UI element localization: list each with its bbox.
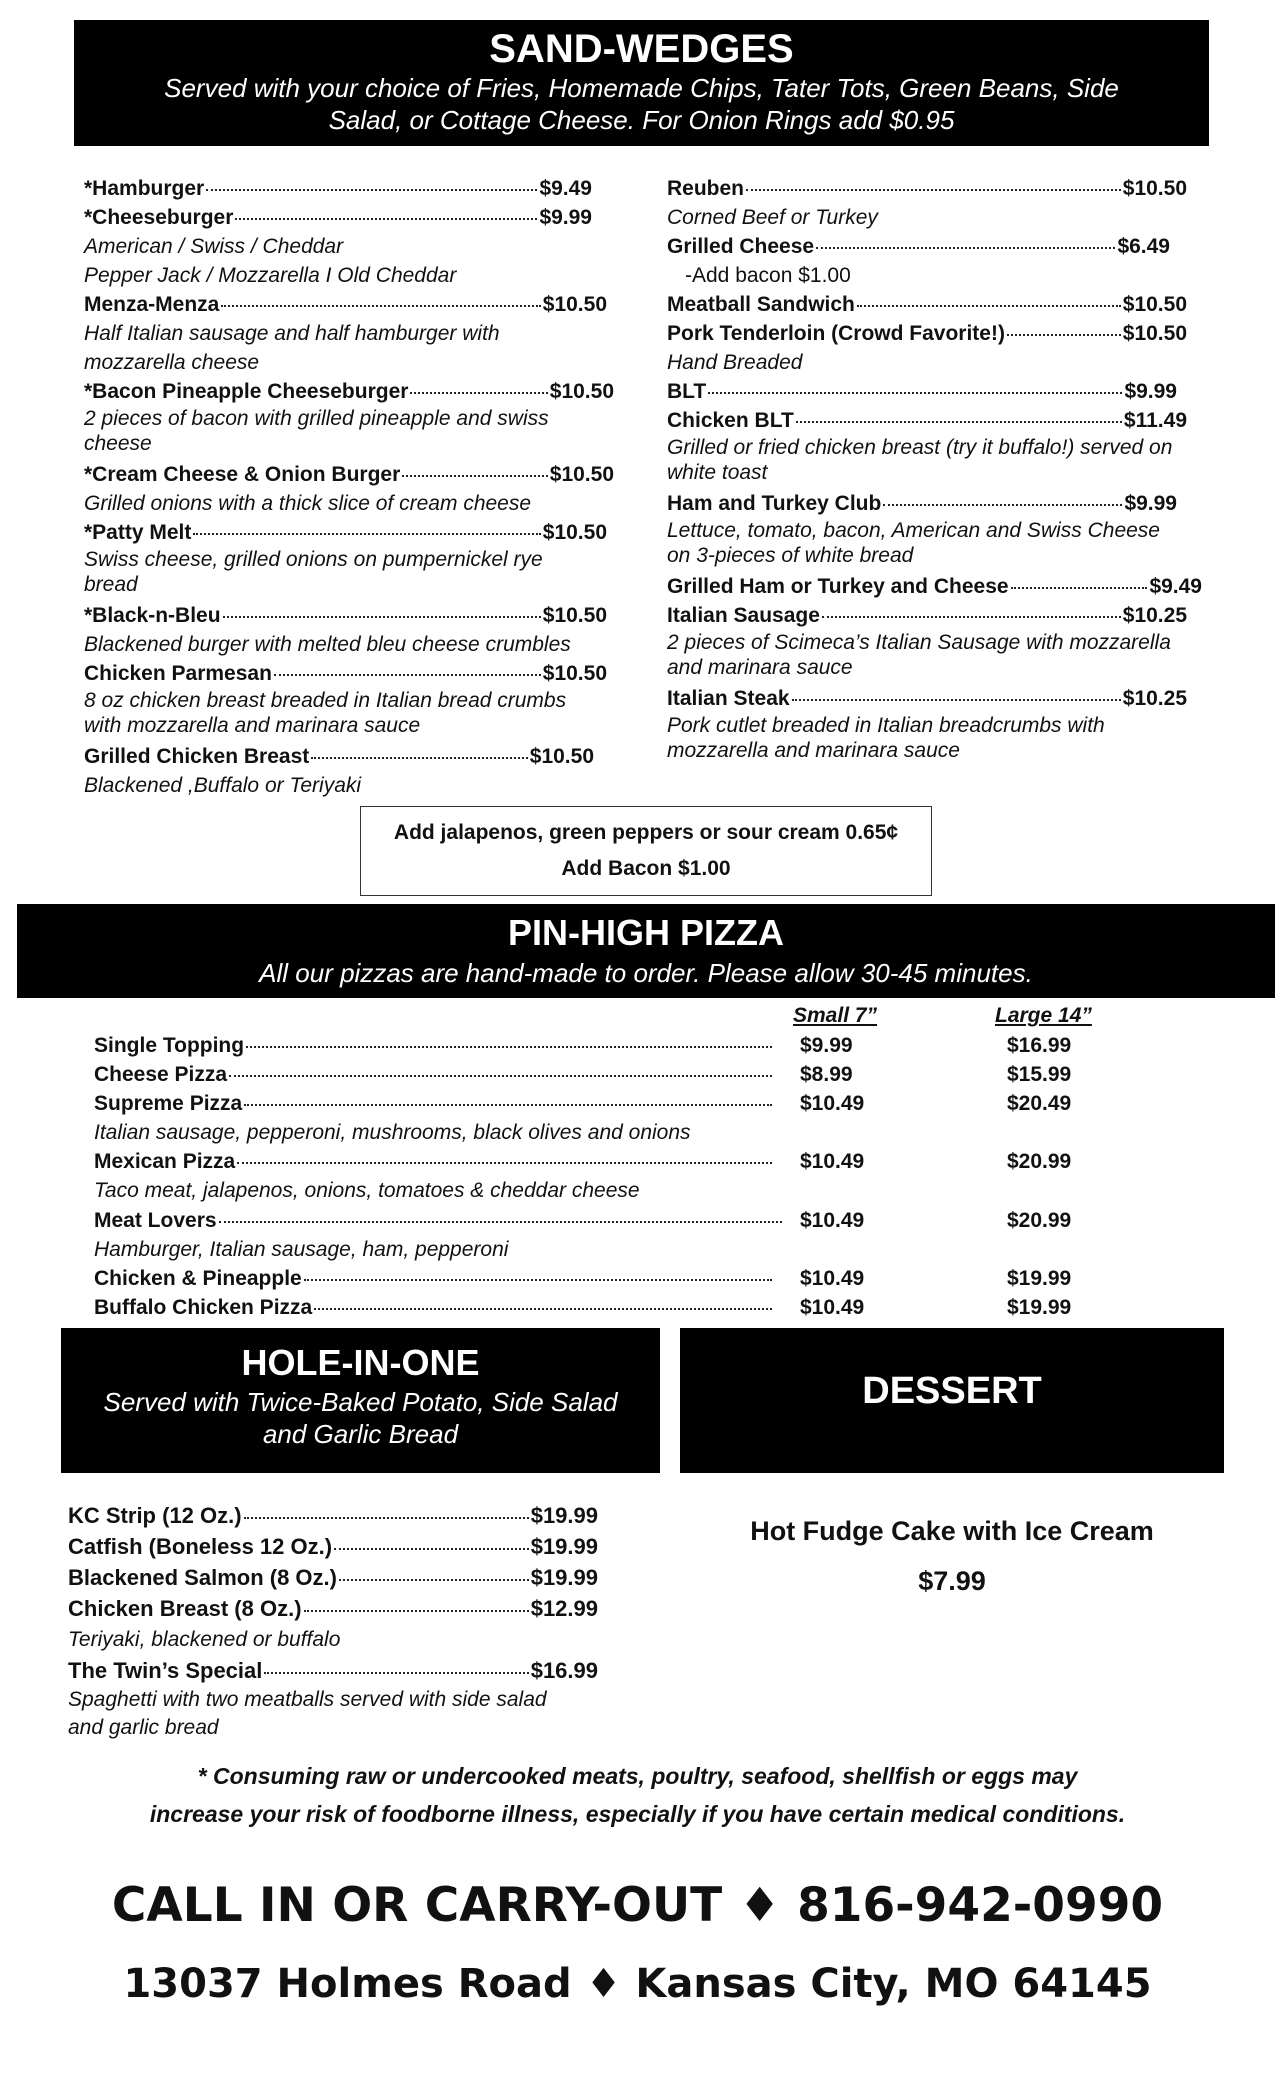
- pizza-description: Italian sausage, pepperoni, mushrooms, black olives and onions: [94, 1121, 691, 1144]
- item-price: $10.50: [542, 293, 607, 316]
- leader-dots: [264, 1672, 528, 1674]
- leader-dots: [708, 392, 1122, 394]
- sandwedges-banner: [74, 20, 1209, 146]
- item-description: Hand Breaded: [667, 351, 803, 374]
- menu-item: [667, 572, 1202, 601]
- leader-dots: [229, 1075, 772, 1077]
- item-description: Pork cutlet breaded in Italian breadcrumbs with: [667, 714, 1105, 737]
- item-name: KC Strip (12 Oz.): [68, 1503, 242, 1528]
- leader-dots: [274, 674, 541, 676]
- hole-in-one-subtitle-line1: Served with Twice-Baked Potato, Side Salad: [103, 1387, 618, 1417]
- leader-dots: [1007, 334, 1121, 336]
- item-name: Grilled Cheese: [667, 235, 815, 258]
- pizza-large-header: Large 14”: [995, 1004, 1092, 1027]
- pizza-title: PIN-HIGH PIZZA: [508, 912, 784, 953]
- sandwedges-subtitle-line2: Salad, or Cottage Cheese. For Onion Rings add $0.95: [328, 105, 955, 135]
- hole-in-one-banner: [61, 1328, 660, 1473]
- leader-dots: [883, 504, 1122, 506]
- item-price: $10.50: [542, 604, 607, 627]
- menu-item: [68, 1562, 598, 1593]
- item-name: *Cream Cheese & Onion Burger: [84, 463, 401, 486]
- item-description: 8 oz chicken breast breaded in Italian bread crumbs: [84, 689, 567, 712]
- menu-item: [84, 518, 607, 547]
- menu-item: [667, 377, 1177, 406]
- sandwedges-right-column: [667, 174, 1227, 763]
- pizza-large-price: $20.49: [1007, 1092, 1072, 1115]
- pizza-row: [94, 1264, 774, 1293]
- item-description: Blackened ,Buffalo or Teriyaki: [84, 774, 362, 797]
- pizza-large-price: $19.99: [1007, 1267, 1072, 1290]
- pizza-name: Buffalo Chicken Pizza: [94, 1296, 313, 1319]
- pizza-row: [94, 1147, 774, 1176]
- menu-item: [667, 601, 1187, 630]
- hole-in-one-subtitle-line2: and Garlic Bread: [262, 1419, 459, 1449]
- addons-line1: Add jalapenos, green peppers or sour cream 0.65¢: [393, 821, 899, 844]
- item-note: -Add bacon $1.00: [685, 264, 851, 287]
- warning-line1: * Consuming raw or undercooked meats, poultry, seafood, shellfish or eggs may: [197, 1763, 1078, 1789]
- item-description: Swiss cheese, grilled onions on pumpernickel rye: [84, 548, 543, 571]
- pizza-row: [94, 1293, 774, 1322]
- item-name: Chicken BLT: [667, 409, 794, 432]
- pizza-small-price: $8.99: [800, 1063, 853, 1086]
- pizza-small-price: $10.49: [800, 1150, 865, 1173]
- item-price: $9.49: [1149, 575, 1202, 598]
- item-price: $10.50: [549, 463, 614, 486]
- sandwedges-subtitle-line1: Served with your choice of Fries, Homemade Chips, Tater Tots, Green Beans, Side: [164, 73, 1119, 103]
- item-price: $10.25: [1122, 687, 1187, 710]
- item-description: 2 pieces of bacon with grilled pineapple and swiss: [84, 407, 549, 430]
- food-safety-warning: [0, 1757, 1275, 1833]
- item-description: Spaghetti with two meatballs served with side salad: [68, 1688, 547, 1711]
- menu-item: [667, 406, 1187, 435]
- sandwedges-title: SAND-WEDGES: [489, 27, 794, 71]
- item-description: Lettuce, tomato, bacon, American and Swiss Cheese: [667, 519, 1160, 542]
- pizza-row: [94, 1089, 774, 1118]
- item-description: Grilled or fried chicken breast (try it buffalo!) served on: [667, 436, 1173, 459]
- leader-dots: [193, 533, 540, 535]
- leader-dots: [402, 475, 548, 477]
- leader-dots: [237, 1162, 772, 1164]
- item-description: Pepper Jack / Mozzarella I Old Cheddar: [84, 264, 457, 287]
- item-description: white toast: [667, 461, 768, 484]
- pizza-banner: [17, 904, 1275, 998]
- item-description: Grilled onions with a thick slice of cream cheese: [84, 492, 532, 515]
- leader-dots: [796, 421, 1122, 423]
- item-name: Menza-Menza: [84, 293, 220, 316]
- addons-line2: Add Bacon $1.00: [561, 857, 731, 880]
- pizza-name: Supreme Pizza: [94, 1092, 243, 1115]
- menu-item: [68, 1500, 598, 1531]
- leader-dots: [221, 305, 540, 307]
- pizza-small-price: $10.49: [800, 1267, 865, 1290]
- item-description: and garlic bread: [68, 1716, 219, 1739]
- footer-phone: CALL IN OR CARRY-OUT ♦ 816-942-0990: [111, 1878, 1164, 1933]
- hole-in-one-list: [68, 1500, 628, 1742]
- item-name: The Twin’s Special: [68, 1658, 263, 1683]
- leader-dots: [857, 305, 1121, 307]
- item-name: Pork Tenderloin (Crowd Favorite!): [667, 322, 1005, 345]
- item-description: Blackened burger with melted bleu cheese crumbles: [84, 633, 571, 656]
- item-description: mozzarella and marinara sauce: [667, 739, 960, 762]
- pizza-description: Hamburger, Italian sausage, ham, pepperoni: [94, 1238, 509, 1261]
- menu-item: [68, 1655, 598, 1686]
- item-price: $19.99: [530, 1503, 598, 1528]
- item-price: $10.50: [542, 662, 607, 685]
- item-price: $19.99: [530, 1534, 598, 1559]
- item-name: *Patty Melt: [84, 521, 192, 544]
- leader-dots: [822, 616, 1121, 618]
- menu-item: [68, 1593, 598, 1624]
- pizza-name: Chicken & Pineapple: [94, 1267, 302, 1290]
- item-description: cheese: [84, 432, 152, 455]
- item-price: $19.99: [530, 1565, 598, 1590]
- menu-item: [84, 659, 607, 688]
- item-price: $10.50: [542, 521, 607, 544]
- item-description: Half Italian sausage and half hamburger with: [84, 322, 500, 345]
- item-price: $16.99: [530, 1658, 598, 1683]
- leader-dots: [311, 757, 528, 759]
- menu-item: [667, 232, 1170, 261]
- pizza-small-header: Small 7”: [793, 1004, 878, 1027]
- pizza-name: Cheese Pizza: [94, 1063, 228, 1086]
- item-description: and marinara sauce: [667, 656, 853, 679]
- pizza-large-price: $20.99: [1007, 1150, 1072, 1173]
- item-description: 2 pieces of Scimeca’s Italian Sausage with mozzarella: [667, 631, 1171, 654]
- item-price: $10.50: [1122, 293, 1187, 316]
- pizza-large-price: $20.99: [1007, 1209, 1072, 1232]
- item-name: Italian Sausage: [667, 604, 820, 627]
- leader-dots: [792, 699, 1121, 701]
- leader-dots: [339, 1579, 529, 1581]
- leader-dots: [1011, 587, 1148, 589]
- dessert-price: $7.99: [918, 1566, 986, 1596]
- menu-item: [84, 203, 592, 232]
- item-price: $9.99: [1124, 380, 1177, 403]
- leader-dots: [746, 189, 1121, 191]
- item-name: Chicken Parmesan: [84, 662, 272, 685]
- pizza-small-price: $10.49: [800, 1209, 865, 1232]
- item-name: Catfish (Boneless 12 Oz.): [68, 1534, 333, 1559]
- footer-address: 13037 Holmes Road ♦ Kansas City, MO 64145: [123, 1961, 1152, 2007]
- item-description: bread: [84, 573, 138, 596]
- item-name: *Black-n-Bleu: [84, 604, 221, 627]
- leader-dots: [223, 616, 541, 618]
- item-name: Reuben: [667, 177, 745, 200]
- item-name: Grilled Chicken Breast: [84, 745, 310, 768]
- pizza-name: Mexican Pizza: [94, 1150, 236, 1173]
- dessert-item: Hot Fudge Cake with Ice Cream: [750, 1516, 1154, 1546]
- item-description: American / Swiss / Cheddar: [84, 235, 344, 258]
- menu-item: [68, 1531, 598, 1562]
- pizza-name: Single Topping: [94, 1034, 245, 1057]
- pizza-large-price: $16.99: [1007, 1034, 1072, 1057]
- item-price: $11.49: [1123, 409, 1187, 432]
- item-description: Teriyaki, blackened or buffalo: [68, 1628, 341, 1651]
- menu-item: [84, 290, 607, 319]
- dessert-banner: [680, 1328, 1224, 1473]
- pizza-large-price: $15.99: [1007, 1063, 1072, 1086]
- menu-item: [84, 377, 614, 406]
- leader-dots: [410, 392, 547, 394]
- leader-dots: [314, 1308, 772, 1310]
- menu-item: [667, 489, 1177, 518]
- dessert-title: DESSERT: [862, 1370, 1042, 1412]
- item-name: Italian Steak: [667, 687, 790, 710]
- pizza-small-price: $9.99: [800, 1034, 853, 1057]
- menu-item: [84, 742, 594, 771]
- menu-item: [667, 174, 1187, 203]
- menu-item: [84, 601, 607, 630]
- leader-dots: [304, 1279, 772, 1281]
- item-price: $10.50: [549, 380, 614, 403]
- pizza-subtitle: All our pizzas are hand-made to order. Please allow 30-45 minutes.: [259, 958, 1033, 988]
- leader-dots: [206, 189, 537, 191]
- item-price: $6.49: [1117, 235, 1170, 258]
- item-price: $10.50: [1122, 322, 1187, 345]
- item-name: *Hamburger: [84, 177, 205, 200]
- pizza-description: Taco meat, jalapenos, onions, tomatoes & cheddar cheese: [94, 1179, 640, 1202]
- pizza-name: Meat Lovers: [94, 1209, 217, 1232]
- addons-box: [360, 806, 932, 896]
- pizza-row: [94, 1060, 774, 1089]
- item-name: *Bacon Pineapple Cheeseburger: [84, 380, 409, 403]
- item-name: BLT: [667, 380, 707, 403]
- item-price: $10.50: [1122, 177, 1187, 200]
- item-name: Blackened Salmon (8 Oz.): [68, 1565, 337, 1590]
- leader-dots: [816, 247, 1115, 249]
- item-price: $10.25: [1122, 604, 1187, 627]
- leader-dots: [244, 1517, 529, 1519]
- hole-in-one-title: HOLE-IN-ONE: [241, 1342, 480, 1383]
- item-description: mozzarella cheese: [84, 351, 260, 374]
- item-name: Chicken Breast (8 Oz.): [68, 1596, 302, 1621]
- leader-dots: [304, 1610, 529, 1612]
- item-description: Corned Beef or Turkey: [667, 206, 878, 229]
- item-description: on 3-pieces of white bread: [667, 544, 914, 567]
- item-name: Meatball Sandwich: [667, 293, 855, 316]
- menu-item: [667, 290, 1187, 319]
- menu-item: [667, 684, 1187, 713]
- item-price: $10.50: [529, 745, 594, 768]
- pizza-large-price: $19.99: [1007, 1296, 1072, 1319]
- pizza-small-price: $10.49: [800, 1296, 865, 1319]
- pizza-row: [94, 1206, 784, 1235]
- item-price: $9.99: [1124, 492, 1177, 515]
- item-price: $9.99: [539, 206, 592, 229]
- item-name: *Cheeseburger: [84, 206, 234, 229]
- menu-item: [84, 174, 592, 203]
- pizza-small-price: $10.49: [800, 1092, 865, 1115]
- item-price: $12.99: [530, 1596, 598, 1621]
- sandwedges-left-column: [84, 174, 624, 800]
- item-name: Ham and Turkey Club: [667, 492, 882, 515]
- menu-item: [84, 460, 614, 489]
- warning-line2: increase your risk of foodborne illness, especially if you have certain medical conditions.: [149, 1801, 1126, 1827]
- item-name: Grilled Ham or Turkey and Cheese: [667, 575, 1009, 598]
- item-price: $9.49: [539, 177, 592, 200]
- leader-dots: [244, 1104, 772, 1106]
- leader-dots: [235, 218, 537, 220]
- leader-dots: [219, 1221, 782, 1223]
- menu-item: [667, 319, 1187, 348]
- leader-dots: [334, 1548, 529, 1550]
- leader-dots: [246, 1046, 772, 1048]
- item-description: with mozzarella and marinara sauce: [84, 714, 421, 737]
- pizza-row: [94, 1031, 774, 1060]
